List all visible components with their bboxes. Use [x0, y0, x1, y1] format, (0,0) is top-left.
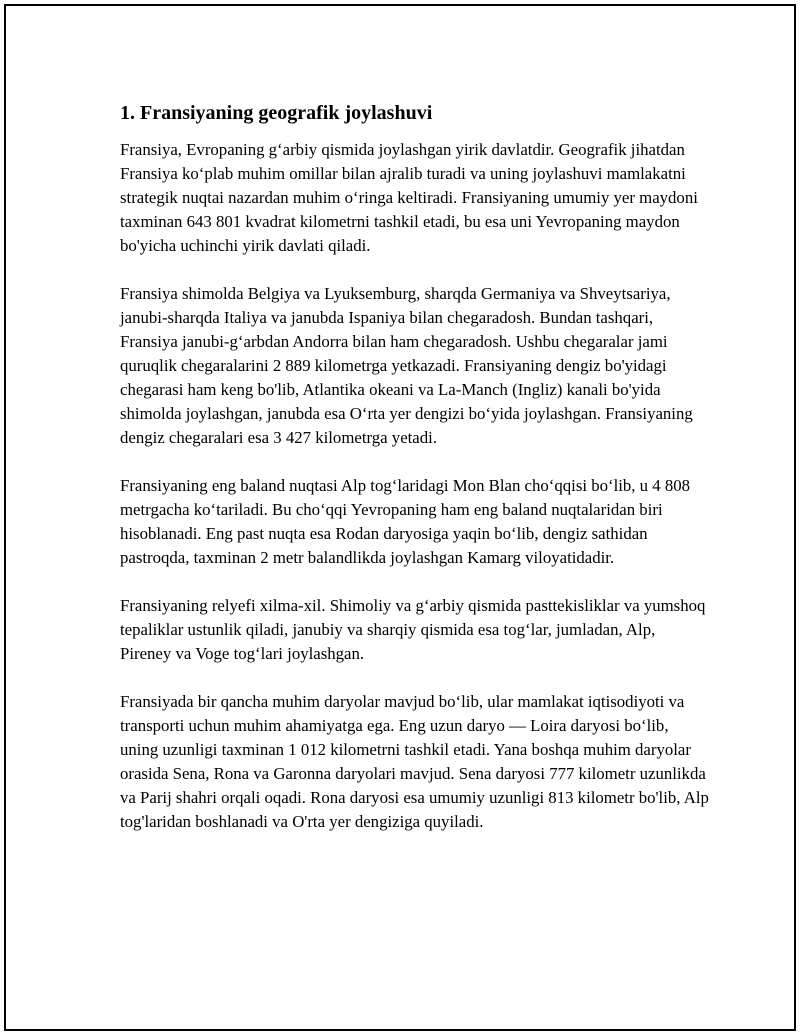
- paragraph-elevation: Fransiyaning eng baland nuqtasi Alp tog‘laridagi Mon Blan cho‘qqisi bo‘lib, u 4 808 metrgacha ko‘tariladi. Bu cho‘qqi Yevropaning ham eng baland nuqtalaridan biri hisoblanadi. Eng past nuqta esa Rodan daryosiga yaqin bo‘lib, dengiz sathidan pastroqda, taxminan 2 metr balandlikda joylashgan Kamarg viloyatidadir.: [120, 476, 691, 567]
- page-frame: [4, 4, 796, 1031]
- paragraph-borders: Fransiya shimolda Belgiya va Lyuksemburg, sharqda Germaniya va Shveytsariya, janubi-sharqda Italiya va janubda Ispaniya bilan chegaradosh. Bundan tashqari, Fransiya janubi-g‘arbdan Andorra bilan ham chegaradosh. Ushbu chegaralar jami quruqlik chegaralarini 2 889 kilometrga yetkazadi. Fransiyaning dengiz bo'yidagi chegarasi ham keng bo'lib, Atlantika okeani va La-Manch (Ingliz) kanali bo'yida shimolda joylashgan, janubda esa O‘rta yer dengizi bo‘yida joylashgan. Fransiyaning dengiz chegaralari esa 3 427 kilometrga yetadi.: [120, 284, 693, 447]
- paragraph-relief: Fransiyaning relyefi xilma-xil. Shimoliy va g‘arbiy qismida pasttekisliklar va yumshoq tepaliklar ustunlik qiladi, janubiy va sharqiy qismida esa tog‘lar, jumladan, Alp, Pireney va Voge tog‘lari joylashgan.: [120, 596, 706, 663]
- document-body: [120, 100, 710, 858]
- paragraph-rivers: Fransiyada bir qancha muhim daryolar mavjud bo‘lib, ular mamlakat iqtisodiyoti va transporti uchun muhim ahamiyatga ega. Eng uzun daryo — Loira daryosi bo‘lib, uning uzunligi taxminan 1 012 kilometrni tashkil etadi. Yana boshqa muhim daryolar orasida Sena, Rona va Garonna daryolari mavjud. Sena daryosi 777 kilometr uzunlikda va Parij shahri orqali oqadi. Rona daryosi esa umumiy uzunligi 813 kilometr bo'lib, Alp tog'laridan boshlanadi va O'rta yer dengiziga quyiladi.: [120, 692, 709, 831]
- section-heading: 1. Fransiyaning geografik joylashuvi: [120, 102, 433, 124]
- paragraph-location-area: Fransiya, Evropaning g‘arbiy qismida joylashgan yirik davlatdir. Geografik jihatdan Fransiya ko‘plab muhim omillar bilan ajralib turadi va uning joylashuvi mamlakatni strategik nuqtai nazardan muhim o‘ringa keltiradi. Fransiyaning umumiy yer maydoni taxminan 643 801 kvadrat kilometrni tashkil etadi, bu esa uni Yevropaning maydon bo'yicha uchinchi yirik davlati qiladi.: [120, 140, 698, 255]
